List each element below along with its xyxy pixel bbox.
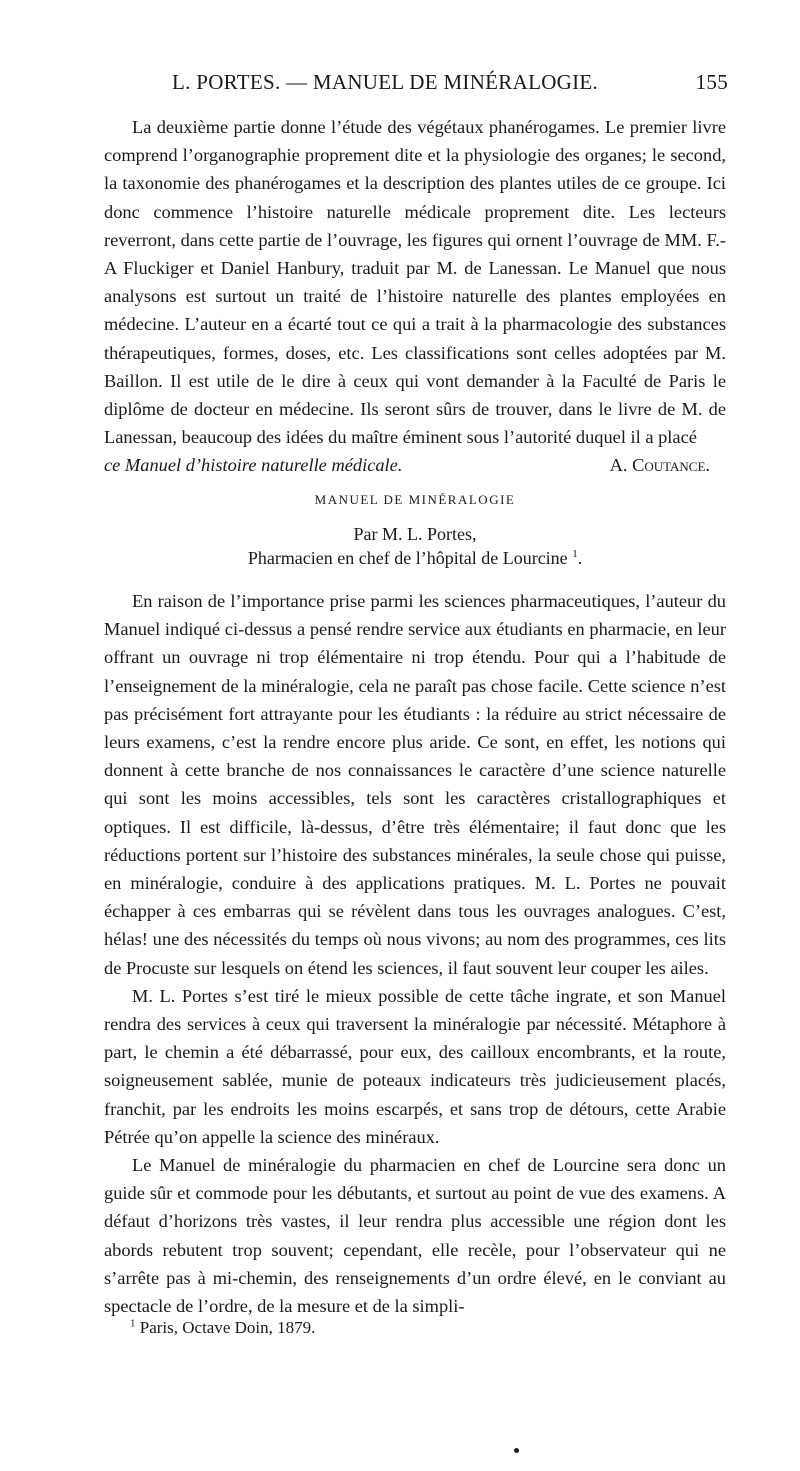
body-paragraph: Le Manuel de minéralogie du pharmacien en chef de Lourcine sera donc un guide sûr et commode pour les débutants, et surtout au point de vue des examens. A défaut d’horizons très vastes, il leur rendra plus accessible une région dont les abords rebutent trop souvent; cependant, elle recèle, pour l’observateur qui ne s’arrête pas à mi-chemin, des renseignements d’un ordre élevé, en le conviant au spectacle de l’ordre, de la mesure et de la simpli- [104,1155,726,1317]
running-title: L. PORTES. — MANUEL DE MINÉRALOGIE. [172,70,599,94]
review-closing-line [104,451,726,479]
review-closing-text: ce Manuel d’histoire naturelle médicale. [104,455,403,476]
article-body [104,587,726,1320]
footnote-reference: 1 [572,548,578,560]
affiliation-text: Pharmacien en chef de l’hôpital de Lourcine [247,548,568,568]
section-affiliation: Pharmacien en chef de l’hôpital de Lourcine $^1$. [247,548,583,568]
section-byline: Par M. L. Portes, [353,524,477,544]
page-number: 155 [695,70,728,94]
page-mark-dot [514,1448,519,1453]
review-continuation [104,113,726,480]
footnote-text: Paris, Octave Doin, 1879. [139,1318,316,1337]
running-header [172,70,728,104]
body-paragraph: M. L. Portes s’est tiré le mieux possible de cette tâche ingrate, et son Manuel rendra des services à ceux qui traversent la minéralogie par nécessité. Métaphore à part, le chemin a été débarrassé, pour eux, des cailloux encombrants, et la route, soigneusement sablée, munie de poteaux indicateurs très judicieusement placés, franchit, par les endroits les moins escarpés, et sans trop de détours, cette Arabie Pétrée qu’on appelle la science des minéraux. [104,985,726,1147]
review-paragraph: La deuxième partie donne l’étude des végétaux phanérogames. Le premier livre comprend l’organographie proprement dite et la physiologie des organes; le second, la taxonomie des phanérogames et la description des plantes utiles de ce groupe. Ici donc commence l’histoire naturelle médicale proprement dite. Les lecteurs reverront, dans cette partie de l’ouvrage, les figures qui ornent l’ouvrage de MM. F.-A Fluckiger et Daniel Hanbury, traduit par M. de Lanessan. Le Manuel que nous analysons est surtout un traité de l’histoire naturelle des plantes employées en médecine. L’auteur en a écarté tout ce qui a trait à la pharmacologie des substances thérapeutiques, formes, doses, etc. Les classifications sont celles adoptées par M. Baillon. Il est utile de le dire à ceux qui vont demander à la Faculté de Paris le diplôme de docteur en médecine. Ils seront sûrs de trouver, dans le livre de M. de Lanessan, beaucoup des idées du maître éminent sous l’autorité duquel il a placé [104,117,726,448]
footnote-marker: 1 [130,1317,136,1330]
footnote [130,1318,315,1338]
review-signature: A. Coutance. [609,455,710,476]
section-title: MANUEL DE MINÉRALOGIE [314,492,516,507]
body-paragraph: En raison de l’importance prise parmi les sciences pharmaceutiques, l’auteur du Manuel indiqué ci-dessus a pensé rendre service aux étudiants en pharmacie, en leur offrant un ouvrage ni trop élémentaire ni trop étendu. Pour qui a l’habitude de l’enseignement de la minéralogie, cela ne paraît pas chose facile. Cette science n’est pas précisément fort attrayante pour les étudiants : la réduire au strict nécessaire de leurs examens, c’est la rendre encore plus aride. Ce sont, en effet, les notions qui donnent à cette branche de nos connaissances le caractère d’une science naturelle qui sont les moins accessibles, tels sont les caractères cristallographiques et optiques. Il est difficile, là-dessus, d’être très élémentaire; il faut donc que les réductions portent sur l’histoire des substances minérales, la seule chose qui puisse, en minéralogie, conduire à des applications pratiques. M. L. Portes ne pouvait échapper à ces embarras qui se révèlent dans tous les ouvrages analogues. C’est, hélas! une des nécessités du temps où nous vivons; au nom des programmes, ces lits de Procuste sur lesquels on étend les sciences, il faut souvent leur couper les ailes. [104,591,726,978]
